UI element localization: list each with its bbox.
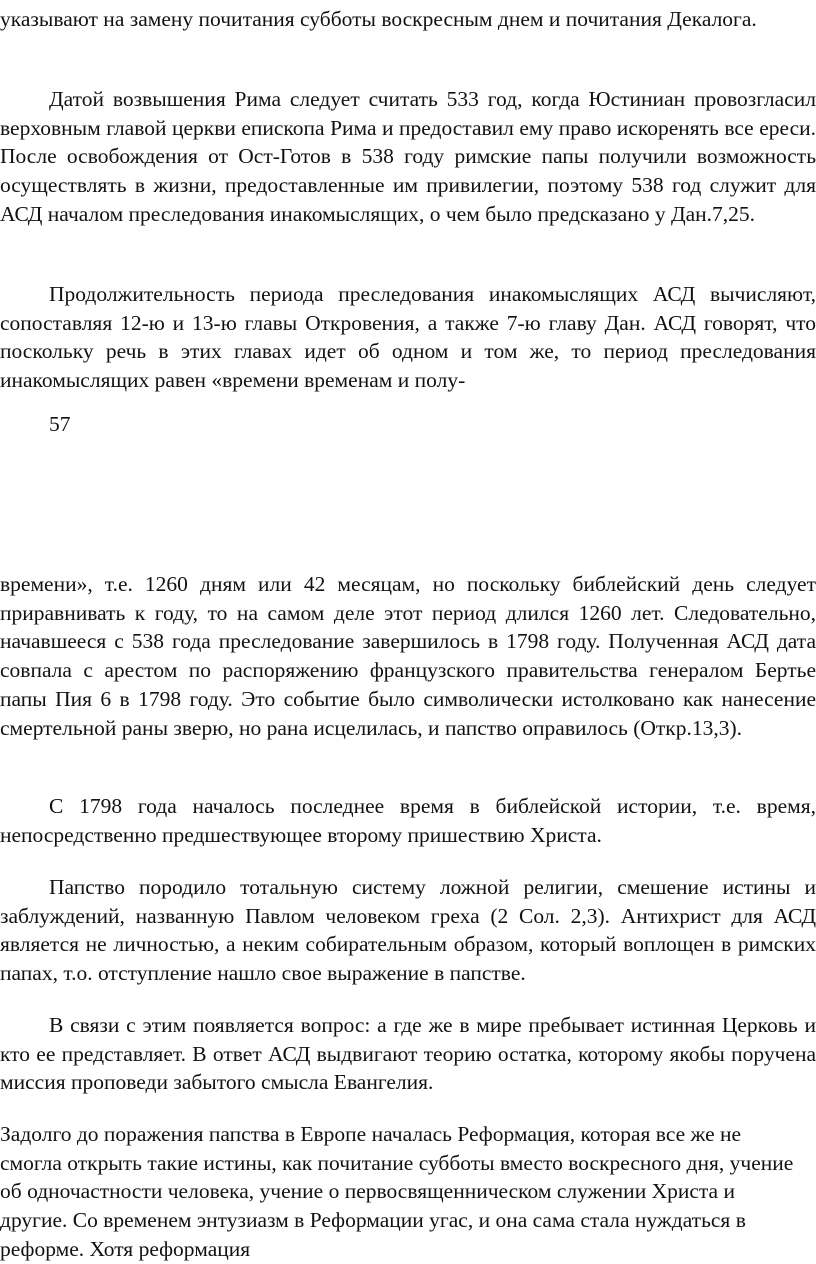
paragraph-persecution-period: Продолжительность периода преследования инакомыслящих АСД вычисляют, сопоставляя 12-ю и 13-ю главы Откровения, а также 7-ю главу Дан. АСД говорят, что поскольку речь в этих главах идет об одном и том же, то период преследования инакомыслящих равен «времени временам и полу- xyxy=(0,282,816,393)
paragraph-reformation: Задолго до поражения папства в Европе началась Реформация, которая все же не смогла открыть такие истины, как почитание субботы вместо воскресного дня, учение об одночастности человека, учение о первосвященническом служении Христа и другие. Со временем энтузиазм в Реформации угас, и она сама стала нуждаться в реформе. Хотя реформация xyxy=(0,1122,794,1261)
paragraph-last-time: С 1798 года началось последнее время в библейской истории, т.е. время, непосредственно предшествующее второму пришествию Христа. xyxy=(0,794,816,847)
paragraph-remnant-theory: В связи с этим появляется вопрос: а где же в мире пребывает истинная Церковь и кто ее представляет. В ответ АСД выдвигают теорию остатка, которому якобы поручена миссия проповеди забытого смысла Евангелия. xyxy=(0,1013,816,1095)
paragraph-1260-years: времени», т.е. 1260 дням или 42 месяцам, но поскольку библейский день следует приравнивать к году, то на самом деле этот период длился 1260 лет. Следовательно, начавшееся с 538 года преследование завершилось в 1798 году. Полученная АСД дата совпала с арестом по распоряжению французского правительства генералом Бертье папы Пия 6 в 1798 году. Это событие было символически истолковано как нанесение смертельной раны зверю, но рана исцелилась, и папство оправилось (Откр.13,3). xyxy=(0,572,816,740)
paragraph-sabbath-decalogue: указывают на замену почитания субботы воскресным днем и почитания Декалога. xyxy=(0,7,757,31)
page-number: 57 xyxy=(49,412,71,436)
paragraph-papacy-antichrist: Папство породило тотальную систему ложной религии, смешение истины и заблуждений, названную Павлом человеком греха (2 Сол. 2,3). Антихрист для АСД является не личностью, а неким собирательным образом, который воплощен в римских папах, т.о. отступление нашло свое выражение в папстве. xyxy=(0,875,816,986)
paragraph-rise-of-rome: Датой возвышения Рима следует считать 533 год, когда Юстиниан провозгласил верховным главой церкви епископа Рима и предоставил ему право искоренять все ереси. После освобождения от Ост-Готов в 538 году римские папы получили возможность осуществлять в жизни, предоставленные им привилегии, поэтому 538 год служит для АСД началом преследования инакомыслящих, о чем было предсказано у Дан.7,25. xyxy=(0,87,816,226)
